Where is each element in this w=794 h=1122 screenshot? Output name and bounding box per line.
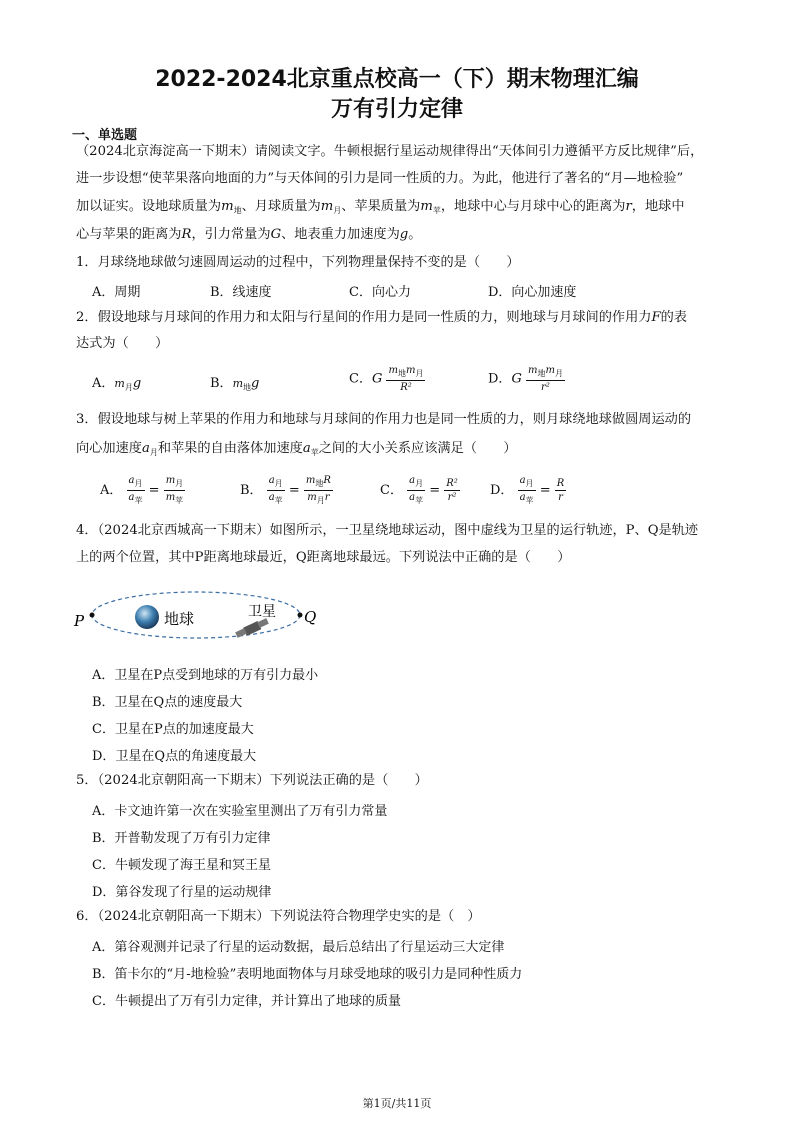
point-q xyxy=(298,613,303,618)
q3-option-b: B． $\frac{a_月}{a_苹}$ = $\frac{m_地R}{m_月r}$ xyxy=(240,475,331,505)
q5-option-b: B．开普勒发现了万有引力定律 xyxy=(92,831,271,846)
q4-option-b: B．卫星在Q点的速度最大 xyxy=(92,695,243,710)
question-5-stem: 5．（2024北京朝阳高一下期末）下列说法正确的是（ ） xyxy=(76,773,428,788)
intro-line-2: 进一步设想“使苹果落向地面的力”与天体间的引力是同一性质的力。为此，他进行了著名的“月—地检验” xyxy=(76,171,684,186)
q3-option-a: A． $\frac{a_月}{a_苹}$ = $\frac{m_月}{m_苹}$ xyxy=(100,475,184,505)
question-2-stem-2: 达式为（ ） xyxy=(76,336,169,351)
page-number: 第1页/共11页 xyxy=(362,1097,432,1110)
q1-option-b: B．线速度 xyxy=(210,285,272,300)
label-q: Q xyxy=(304,608,317,626)
q4-option-c: C．卫星在P点的加速度最大 xyxy=(92,722,254,737)
fraction: $\frac{m_地m_月}{\text{R²}}$ xyxy=(388,365,424,393)
q5-option-d: D．第谷发现了行星的运动规律 xyxy=(92,885,272,900)
q5-option-a: A．卡文迪许第一次在实验室里测出了万有引力常量 xyxy=(92,804,388,819)
satellite-icon xyxy=(235,618,269,638)
q2-option-a: A．$m_月g$ xyxy=(92,376,142,392)
q3-option-c: C． $\frac{a_月}{a_苹}$ = $\frac{\text{R²}}{\text{r²}}$ xyxy=(380,475,458,505)
page-title: 2022-2024北京重点校高一（下）期末物理汇编 xyxy=(155,67,639,92)
fraction: $\frac{m_地m_月}{\text{r²}}$ xyxy=(527,365,563,393)
q6-option-b: B．笛卡尔的“月-地检验”表明地面物体与月球受地球的吸引力是同种性质力 xyxy=(92,967,523,982)
q4-option-a: A．卫星在P点受到地球的万有引力最小 xyxy=(92,668,319,683)
question-4-stem-1: 4．（2024北京西城高一下期末）如图所示，一卫星绕地球运动，图中虚线为卫星的运行轨迹，P、Q是轨迹 xyxy=(76,523,699,538)
page-subtitle: 万有引力定律 xyxy=(330,97,463,122)
question-3-stem-2: 向心加速度$a_月$和苹果的自由落体加速度$a_苹$之间的大小关系应该满足（ ） xyxy=(76,441,517,457)
q1-option-d: D．向心加速度 xyxy=(488,285,577,300)
intro-line-3: 加以证实。设地球质量为$m_地$、月球质量为$m_月$、苹果质量为$m_苹$，地球中心与月球中心的距离为r，地球中 xyxy=(76,199,685,215)
label-p: P xyxy=(74,612,85,630)
q4-option-d: D．卫星在Q点的角速度最大 xyxy=(92,749,257,764)
orbit-figure xyxy=(72,582,322,644)
q1-option-a: A．周期 xyxy=(92,285,141,300)
earth-icon xyxy=(135,605,159,629)
question-6-stem: 6．（2024北京朝阳高一下期末）下列说法符合物理学史实的是（ ） xyxy=(76,909,481,924)
q5-option-c: C．牛顿发现了海王星和冥王星 xyxy=(92,858,271,873)
q2-option-d: D．G $\frac{m_地m_月}{\text{r²}}$ xyxy=(488,365,563,393)
question-1-stem: 1．月球绕地球做匀速圆周运动的过程中，下列物理量保持不变的是（ ） xyxy=(76,255,520,270)
question-4-stem-2: 上的两个位置，其中P距离地球最近，Q距离地球最远。下列说法中正确的是（ ） xyxy=(76,550,571,565)
intro-line-1: （2024北京海淀高一下期末）请阅读文字。牛顿根据行星运动规律得出“天体间引力遵循平方反比规律”后， xyxy=(76,144,704,159)
intro-line-4: 心与苹果的距离为R，引力常量为G、地表重力加速度为g。 xyxy=(76,227,422,242)
q6-option-c: C．牛顿提出了万有引力定律，并计算出了地球的质量 xyxy=(92,994,401,1009)
question-2-stem-1: 2．假设地球与月球间的作用力和太阳与行星间的作用力是同一性质的力，则地球与月球间的作用力F的表 xyxy=(76,310,687,325)
q1-option-c: C．向心力 xyxy=(349,285,411,300)
question-3-stem-1: 3．假设地球与树上苹果的作用力和地球与月球间的作用力也是同一性质的力，则月球绕地球做圆周运动的 xyxy=(76,412,692,427)
q6-option-a: A．第谷观测并记录了行星的运动数据，最后总结出了行星运动三大定律 xyxy=(92,940,505,955)
q2-option-c: C．G $\frac{m_地m_月}{\text{R²}}$ xyxy=(349,365,424,393)
point-p xyxy=(90,613,95,618)
label-satellite: 卫星 xyxy=(248,604,276,620)
q3-option-d: D． $\frac{a_月}{a_苹}$ = $\frac{R}{r}$ xyxy=(490,475,565,505)
q2-option-b: B．$m_地g$ xyxy=(210,376,260,392)
label-earth: 地球 xyxy=(164,610,195,628)
section-heading: 一、单选题 xyxy=(72,128,138,143)
